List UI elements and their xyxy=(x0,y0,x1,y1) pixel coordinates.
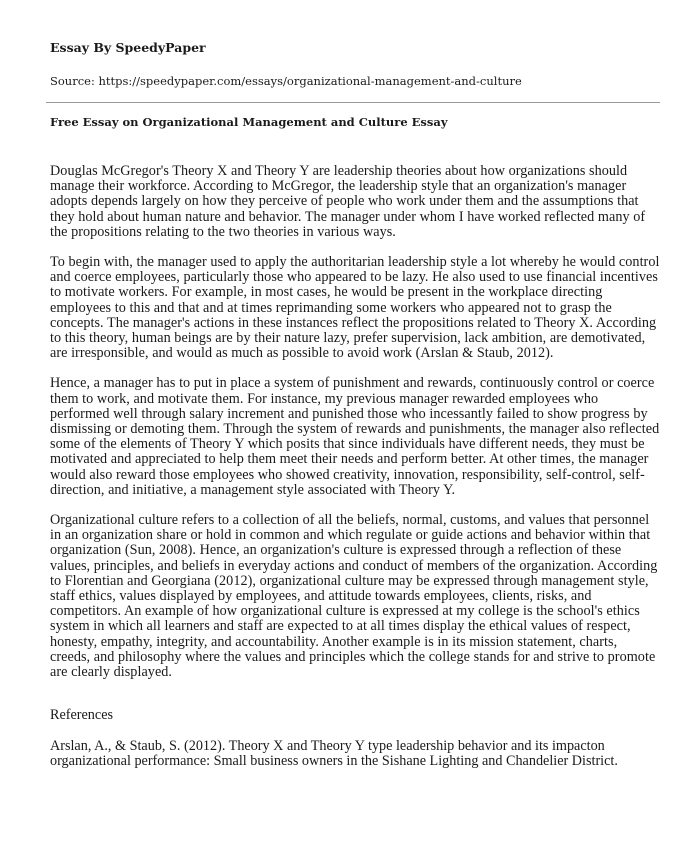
essay-title: Free Essay on Organizational Management and Culture Essay xyxy=(50,115,448,129)
document-page xyxy=(50,40,660,769)
essay-body xyxy=(50,164,660,769)
references-heading: References xyxy=(50,707,114,724)
essay-paragraph-2: To begin with, the manager used to apply the authoritarian leadership style a lot whereby he would control and coerce employees, particularly those who appeared to be lazy. He also used to use financial incentives to motivate workers. For example, in most cases, he would be present in the workplace directing employees to this and that and at times reprimanding some workers who appeared not to grasp the concepts. The manager's actions in these instances reflect the propositions related to Theory X. According to this theory, human beings are by their nature lazy, prefer supervision, lack ambition, are demotivated, are irresponsible, and would as much as possible to avoid work (Arslan & Staub, 2012). xyxy=(50,254,660,362)
divider xyxy=(46,102,660,103)
essay-paragraph-3: Hence, a manager has to put in place a system of punishment and rewards, continuously control or coerce them to work, and motivate them. For instance, my previous manager rewarded employees who performed well through salary increment and punished those who incessantly failed to show progress by dismissing or demoting them. Through the system of rewards and punishments, the manager also reflected some of the elements of Theory Y which posits that since individuals have different needs, they must be motivated and appreciated to help them meet their needs and perform better. At other times, the manager would also reward those employees who showed creativity, innovation, responsibility, self-control, self-direction, and initiative, a management style associated with Theory Y. xyxy=(50,375,660,498)
brand-title: Essay By SpeedyPaper xyxy=(50,40,206,55)
essay-paragraph-4: Organizational culture refers to a collection of all the beliefs, normal, customs, and values that personnel in an organization share or hold in common and which regulate or guide actions and behavior within that organization (Sun, 2008). Hence, an organization's culture is expressed through a reflection of these values, principles, and beliefs in everyday actions and conduct of members of the organization. According to Florentian and Georgiana (2012), organizational culture may be expressed through management style, staff ethics, values displayed by employees, and attitude towards employees, clients, risks, and competitors. An example of how organizational culture is expressed at my college is the school's ethics system in which all learners and staff are expected to at all times display the ethical values of respect, honesty, empathy, integrity, and accountability. Another example is in its mission statement, charts, creeds, and philosophy where the values and principles which the college stands for and strive to promote are clearly displayed. xyxy=(50,512,658,681)
essay-paragraph-1: Douglas McGregor's Theory X and Theory Y are leadership theories about how organizations should manage their workforce. According to McGregor, the leadership style that an organization's manager adopts depends largely on how they perceive of people who work under them and the assumptions that they hold about human nature and behavior. The manager under whom I have worked reflected many of the propositions relating to the two theories in various ways. xyxy=(50,163,646,240)
source-line: Source: https://speedypaper.com/essays/organizational-management-and-culture xyxy=(50,74,522,88)
reference-entry-1: Arslan, A., & Staub, S. (2012). Theory X and Theory Y type leadership behavior and its impacton organizational performance: Small business owners in the Sishane Lighting and Chandelier District. xyxy=(50,737,618,769)
